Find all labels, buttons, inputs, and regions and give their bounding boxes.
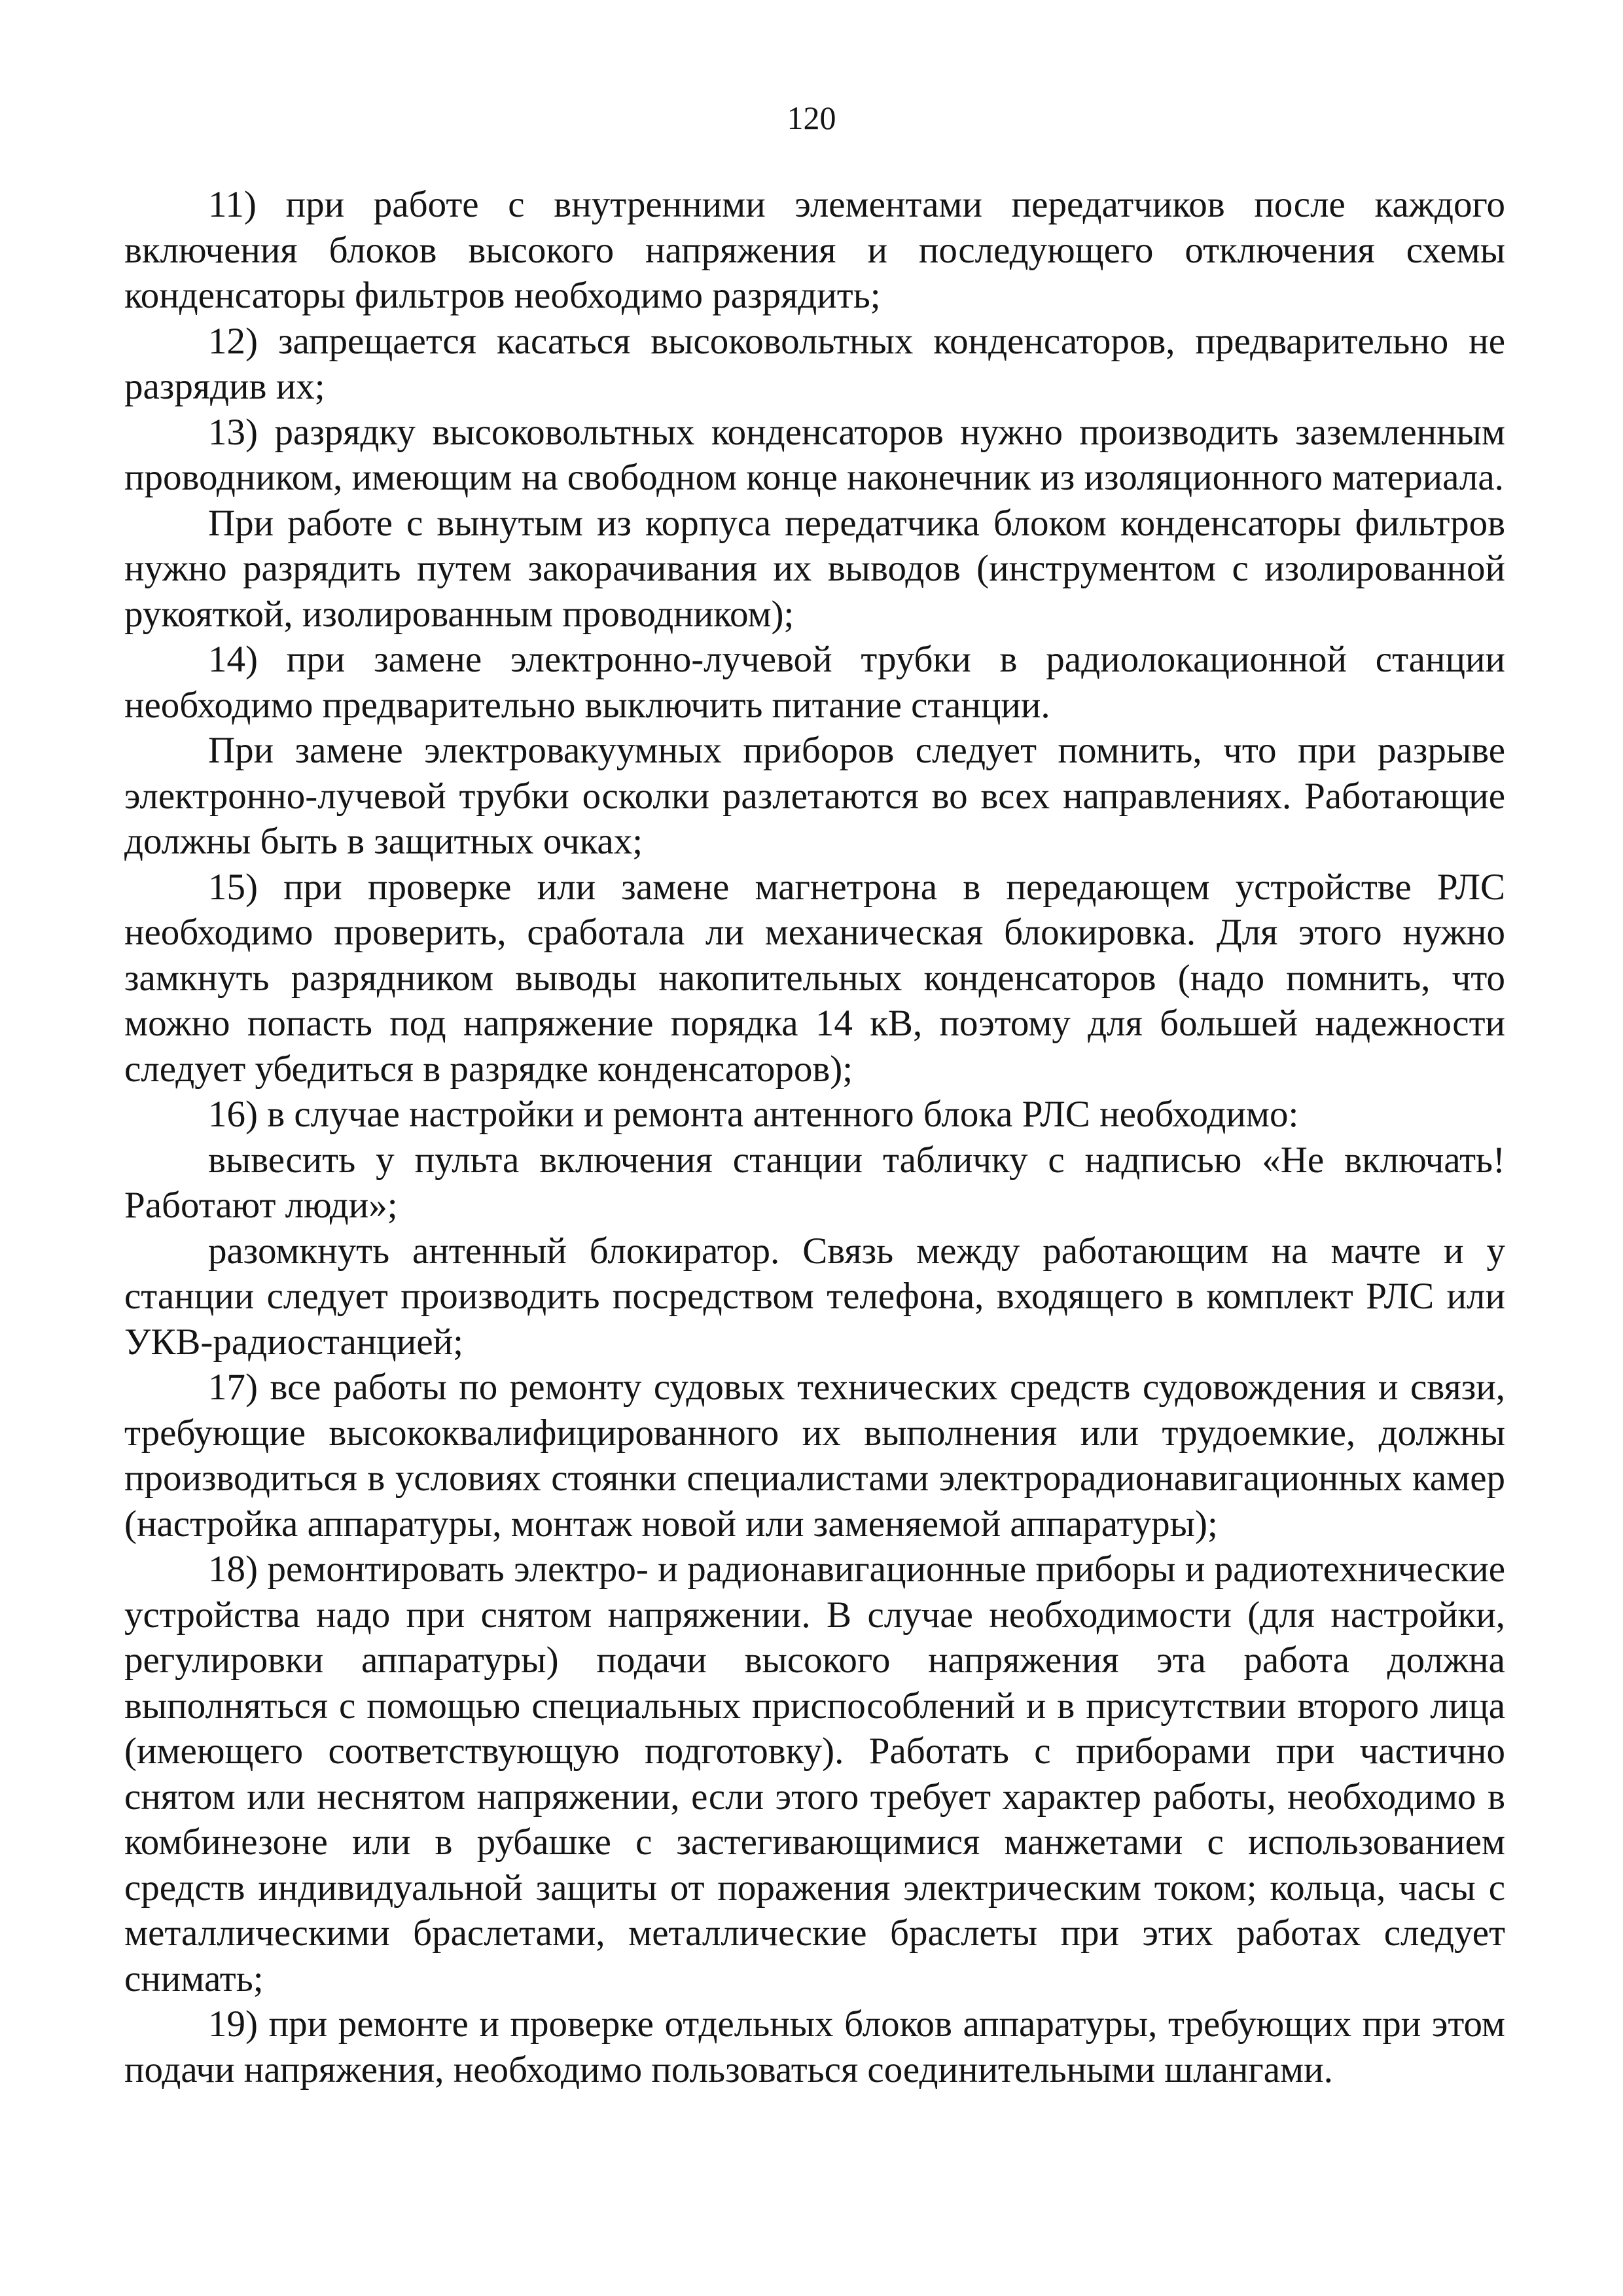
paragraph-item-12: 12) запрещается касаться высоковольтных конденсаторов, предварительно не разрядив их; [124, 320, 1505, 407]
paragraph-item-19: 19) при ремонте и проверке отдельных блоков аппаратуры, требующих при этом подачи напряжения, необходимо пользоваться соединительными шлангами. [124, 2003, 1505, 2090]
paragraph-item-13: 13) разрядку высоковольтных конденсаторов нужно производить заземленным проводником, имеющим на свободном конце наконечник из изоляционного материала. [124, 411, 1505, 498]
paragraph-item-17: 17) все работы по ремонту судовых технических средств судовождения и связи, требующие высококвалифицированного их выполнения или трудоемкие, должны производиться в условиях стоянки специалистами электрорадионавигационных камер (настройка аппаратуры, монтаж новой или заменяемой аппаратуры); [124, 1367, 1505, 1545]
paragraph-item-14: 14) при замене электронно-лучевой трубки в радиолокационной станции необходимо предварительно выключить питание станции. [124, 639, 1505, 726]
paragraph-item-11: 11) при работе с внутренними элементами передатчиков после каждого включения блоков высокого напряжения и последующего отключения схемы конденсаторы фильтров необходимо разрядить; [124, 184, 1505, 316]
paragraph-item-16-sign: вывесить у пульта включения станции табличку с надписью «Не включать! Работают люди»; [124, 1139, 1505, 1226]
paragraph-item-16-blocker: разомкнуть антенный блокиратор. Связь между работающим на мачте и у станции следует производить посредством телефона, входящего в комплект РЛС или УКВ-радиостанцией; [124, 1230, 1505, 1363]
page-number: 120 [787, 99, 836, 136]
paragraph-item-18: 18) ремонтировать электро- и радионавигационные приборы и радиотехнические устройства надо при снятом напряжении. В случае необходимости (для настройки, регулировки аппаратуры) подачи высокого напряжения эта работа должна выполняться с помощью специальных приспособлений и в присутствии второго лица (имеющего соответствующую подготовку). Работать с приборами при частично снятом или неснятом напряжении, если этого требует характер работы, необходимо в комбинезоне или в рубашке с застегивающимися манжетами с использованием средств индивидуальной защиты от поражения электрическим током; кольца, часы с металлическими браслетами, металлические браслеты при этих работах следует снимать; [124, 1549, 1505, 2000]
paragraph-item-14-note: При замене электровакуумных приборов следует помнить, что при разрыве электронно-лучевой трубки осколки разлетаются во всех направлениях. Работающие должны быть в защитных очках; [124, 730, 1505, 862]
paragraph-item-16: 16) в случае настройки и ремонта антенного блока РЛС необходимо: [208, 1094, 1299, 1135]
paragraph-item-15: 15) при проверке или замене магнетрона в передающем устройстве РЛС необходимо проверить, сработала ли механическая блокировка. Для этого нужно замкнуть разрядником выводы накопительных конденсаторов (надо помнить, что можно попасть под напряжение порядка 14 кВ, поэтому для большей надежности следует убедиться в разрядке конденсаторов); [124, 866, 1505, 1090]
paragraph-item-13-note: При работе с вынутым из корпуса передатчика блоком конденсаторы фильтров нужно разрядить путем закорачивания их выводов (инструментом с изолированной рукояткой, изолированным проводником); [124, 502, 1505, 635]
text-body [124, 182, 1505, 2092]
